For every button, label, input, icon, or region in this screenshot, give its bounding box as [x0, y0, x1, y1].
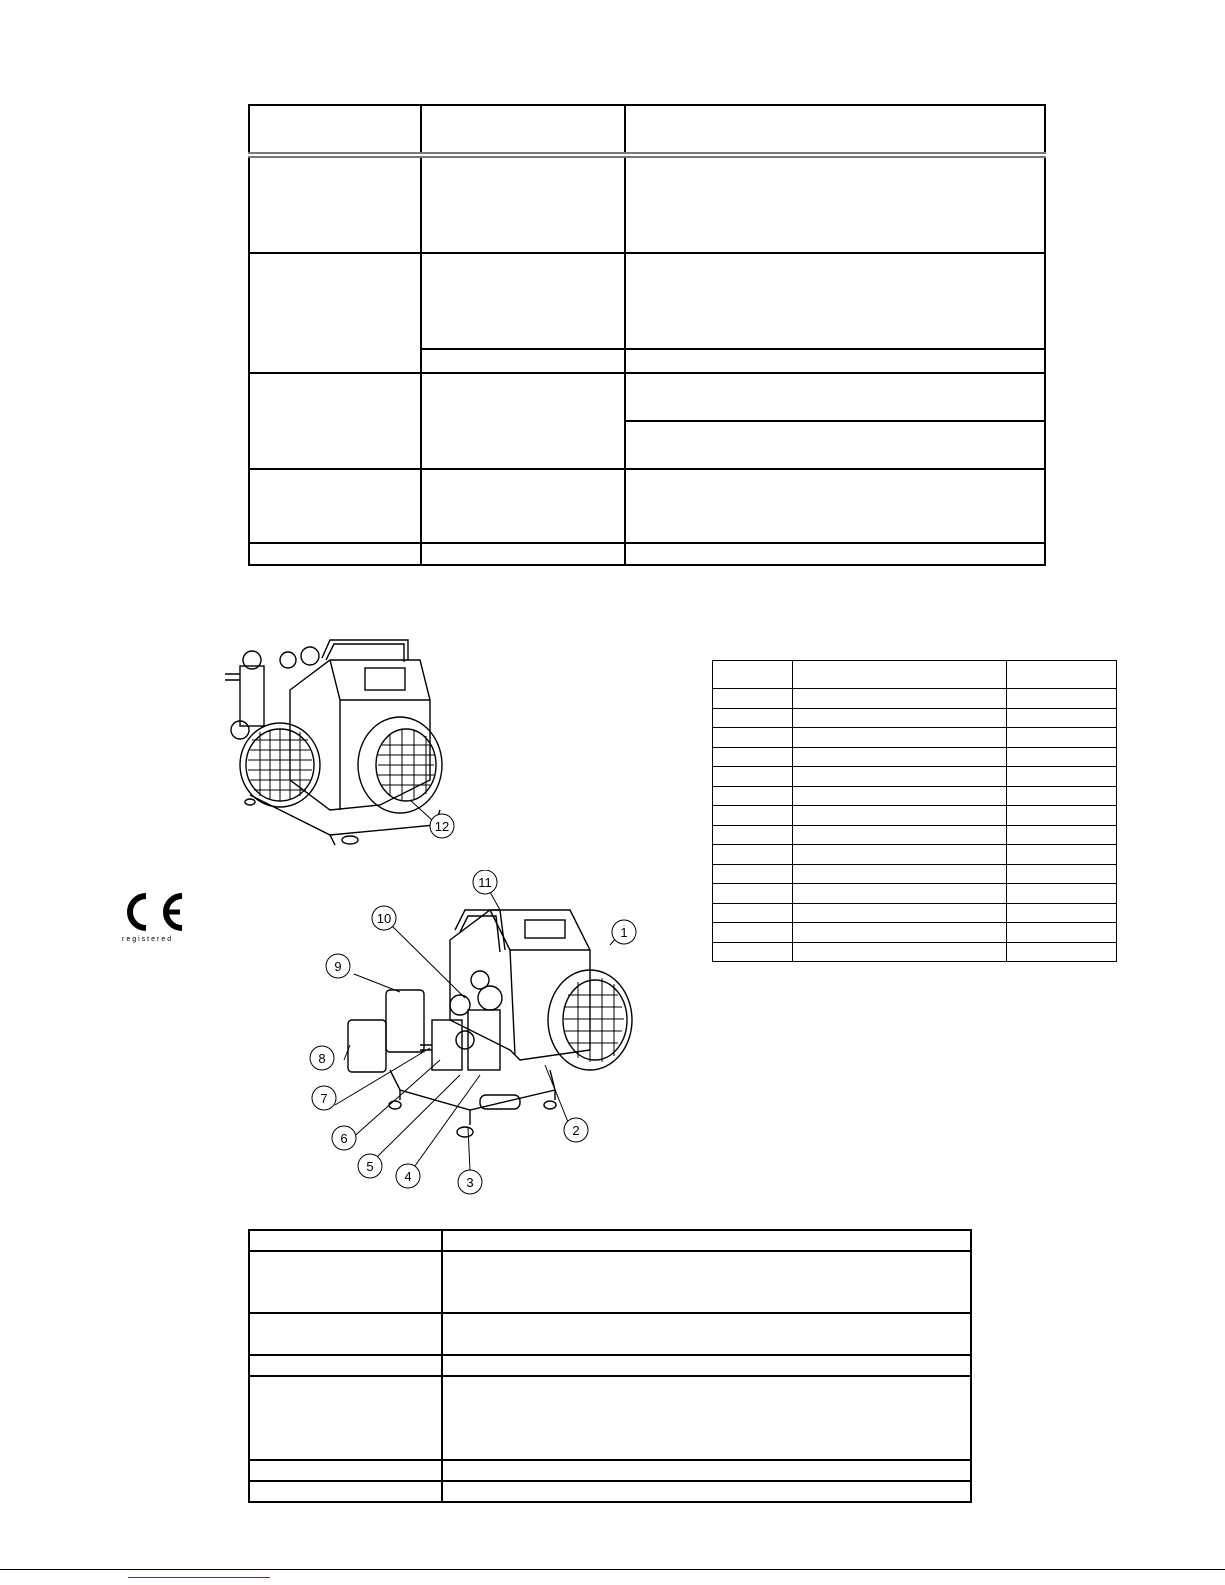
callout-11: 11: [478, 875, 492, 890]
spec-table-cell: [442, 1230, 971, 1251]
parts-table-cell: [793, 806, 1007, 826]
parts-table-cell: [713, 942, 793, 962]
parts-table-cell: [1007, 767, 1117, 787]
blower-front-view-illustration: [300, 870, 660, 1210]
parts-table-cell: [793, 903, 1007, 923]
parts-table-cell: [793, 689, 1007, 709]
top-table-cell: [625, 421, 1045, 469]
parts-table-cell: [1007, 708, 1117, 728]
top-table-cell: [421, 469, 625, 543]
spec-table-cell: [442, 1481, 971, 1502]
parts-table-header-cell: [713, 661, 793, 689]
parts-table-cell: [713, 884, 793, 904]
top-table-cell: [421, 349, 625, 373]
callout-4: 4: [404, 1169, 412, 1184]
parts-table-cell: [1007, 903, 1117, 923]
parts-table-cell: [793, 786, 1007, 806]
spec-table: [248, 1229, 972, 1503]
top-table-cell: [421, 373, 625, 469]
parts-table-cell: [713, 728, 793, 748]
spec-table-cell: [442, 1251, 971, 1313]
parts-table-cell: [713, 864, 793, 884]
parts-table-cell: [1007, 728, 1117, 748]
parts-table-cell: [793, 728, 1007, 748]
parts-table-header-cell: [1007, 661, 1117, 689]
top-table-header-cell-3: [625, 105, 1045, 155]
parts-table-cell: [793, 845, 1007, 865]
callout-12: 12: [434, 819, 450, 834]
spec-table-cell: [249, 1376, 442, 1460]
parts-table-cell: [1007, 786, 1117, 806]
callout-9: 9: [334, 959, 342, 974]
top-table: [248, 104, 1046, 566]
top-table-cell: [249, 155, 421, 253]
top-table-cell: [421, 155, 625, 253]
top-table-cell: [625, 155, 1045, 253]
parts-table-cell: [713, 767, 793, 787]
parts-table-cell: [713, 786, 793, 806]
ce-mark-caption: registered: [122, 936, 174, 943]
top-table-cell: [421, 253, 625, 349]
parts-table-cell: [793, 825, 1007, 845]
parts-table-cell: [1007, 806, 1117, 826]
top-table-cell: [249, 543, 421, 565]
blower-rear-view-illustration: [210, 630, 510, 860]
parts-table-cell: [793, 923, 1007, 943]
parts-table-cell: [793, 884, 1007, 904]
parts-table-cell: [1007, 689, 1117, 709]
parts-table-cell: [1007, 747, 1117, 767]
hyperlink-underline[interactable]: [128, 1577, 270, 1578]
parts-table-cell: [713, 689, 793, 709]
parts-table-cell: [793, 864, 1007, 884]
parts-table-cell: [1007, 942, 1117, 962]
spec-table-cell: [249, 1481, 442, 1502]
parts-table-cell: [1007, 923, 1117, 943]
callout-10: 10: [376, 911, 392, 926]
callout-7: 7: [320, 1091, 328, 1106]
parts-table-cell: [793, 747, 1007, 767]
callout-2: 2: [572, 1123, 580, 1138]
parts-table-cell: [713, 845, 793, 865]
parts-table-cell: [713, 825, 793, 845]
top-table-cell: [249, 469, 421, 543]
callout-5: 5: [366, 1159, 374, 1174]
top-table-cell: [249, 253, 421, 373]
parts-table-cell: [713, 708, 793, 728]
top-table-cell: [625, 373, 1045, 421]
spec-table-cell: [249, 1251, 442, 1313]
top-table-cell: [625, 469, 1045, 543]
parts-table-cell: [1007, 864, 1117, 884]
parts-table-cell: [1007, 884, 1117, 904]
top-table-cell: [249, 373, 421, 469]
top-table-cell: [625, 349, 1045, 373]
parts-table-header-cell: [793, 661, 1007, 689]
page-bottom-rule: [0, 1569, 1225, 1570]
spec-table-cell: [249, 1355, 442, 1376]
callout-6: 6: [340, 1131, 348, 1146]
ce-mark: [112, 888, 192, 952]
spec-table-cell: [249, 1460, 442, 1481]
spec-table-cell: [442, 1355, 971, 1376]
top-table-cell: [421, 543, 625, 565]
top-table-cell: [625, 253, 1045, 349]
parts-table-cell: [793, 767, 1007, 787]
spec-table-cell: [442, 1376, 971, 1460]
parts-table-cell: [713, 923, 793, 943]
top-table-header-cell-2: [421, 105, 625, 155]
parts-table-cell: [713, 903, 793, 923]
top-table-cell: [625, 543, 1045, 565]
parts-table-cell: [1007, 825, 1117, 845]
spec-table-cell: [249, 1230, 442, 1251]
parts-table-cell: [793, 942, 1007, 962]
spec-table-cell: [442, 1313, 971, 1355]
callout-3: 3: [466, 1175, 474, 1190]
parts-table: [712, 660, 1117, 962]
spec-table-cell: [249, 1313, 442, 1355]
top-table-header-cell-1: [249, 105, 421, 155]
parts-table-cell: [793, 708, 1007, 728]
parts-table-cell: [1007, 845, 1117, 865]
parts-table-cell: [713, 806, 793, 826]
parts-table-cell: [713, 747, 793, 767]
callout-1: 1: [620, 925, 628, 940]
callout-8: 8: [318, 1051, 326, 1066]
spec-table-cell: [442, 1460, 971, 1481]
